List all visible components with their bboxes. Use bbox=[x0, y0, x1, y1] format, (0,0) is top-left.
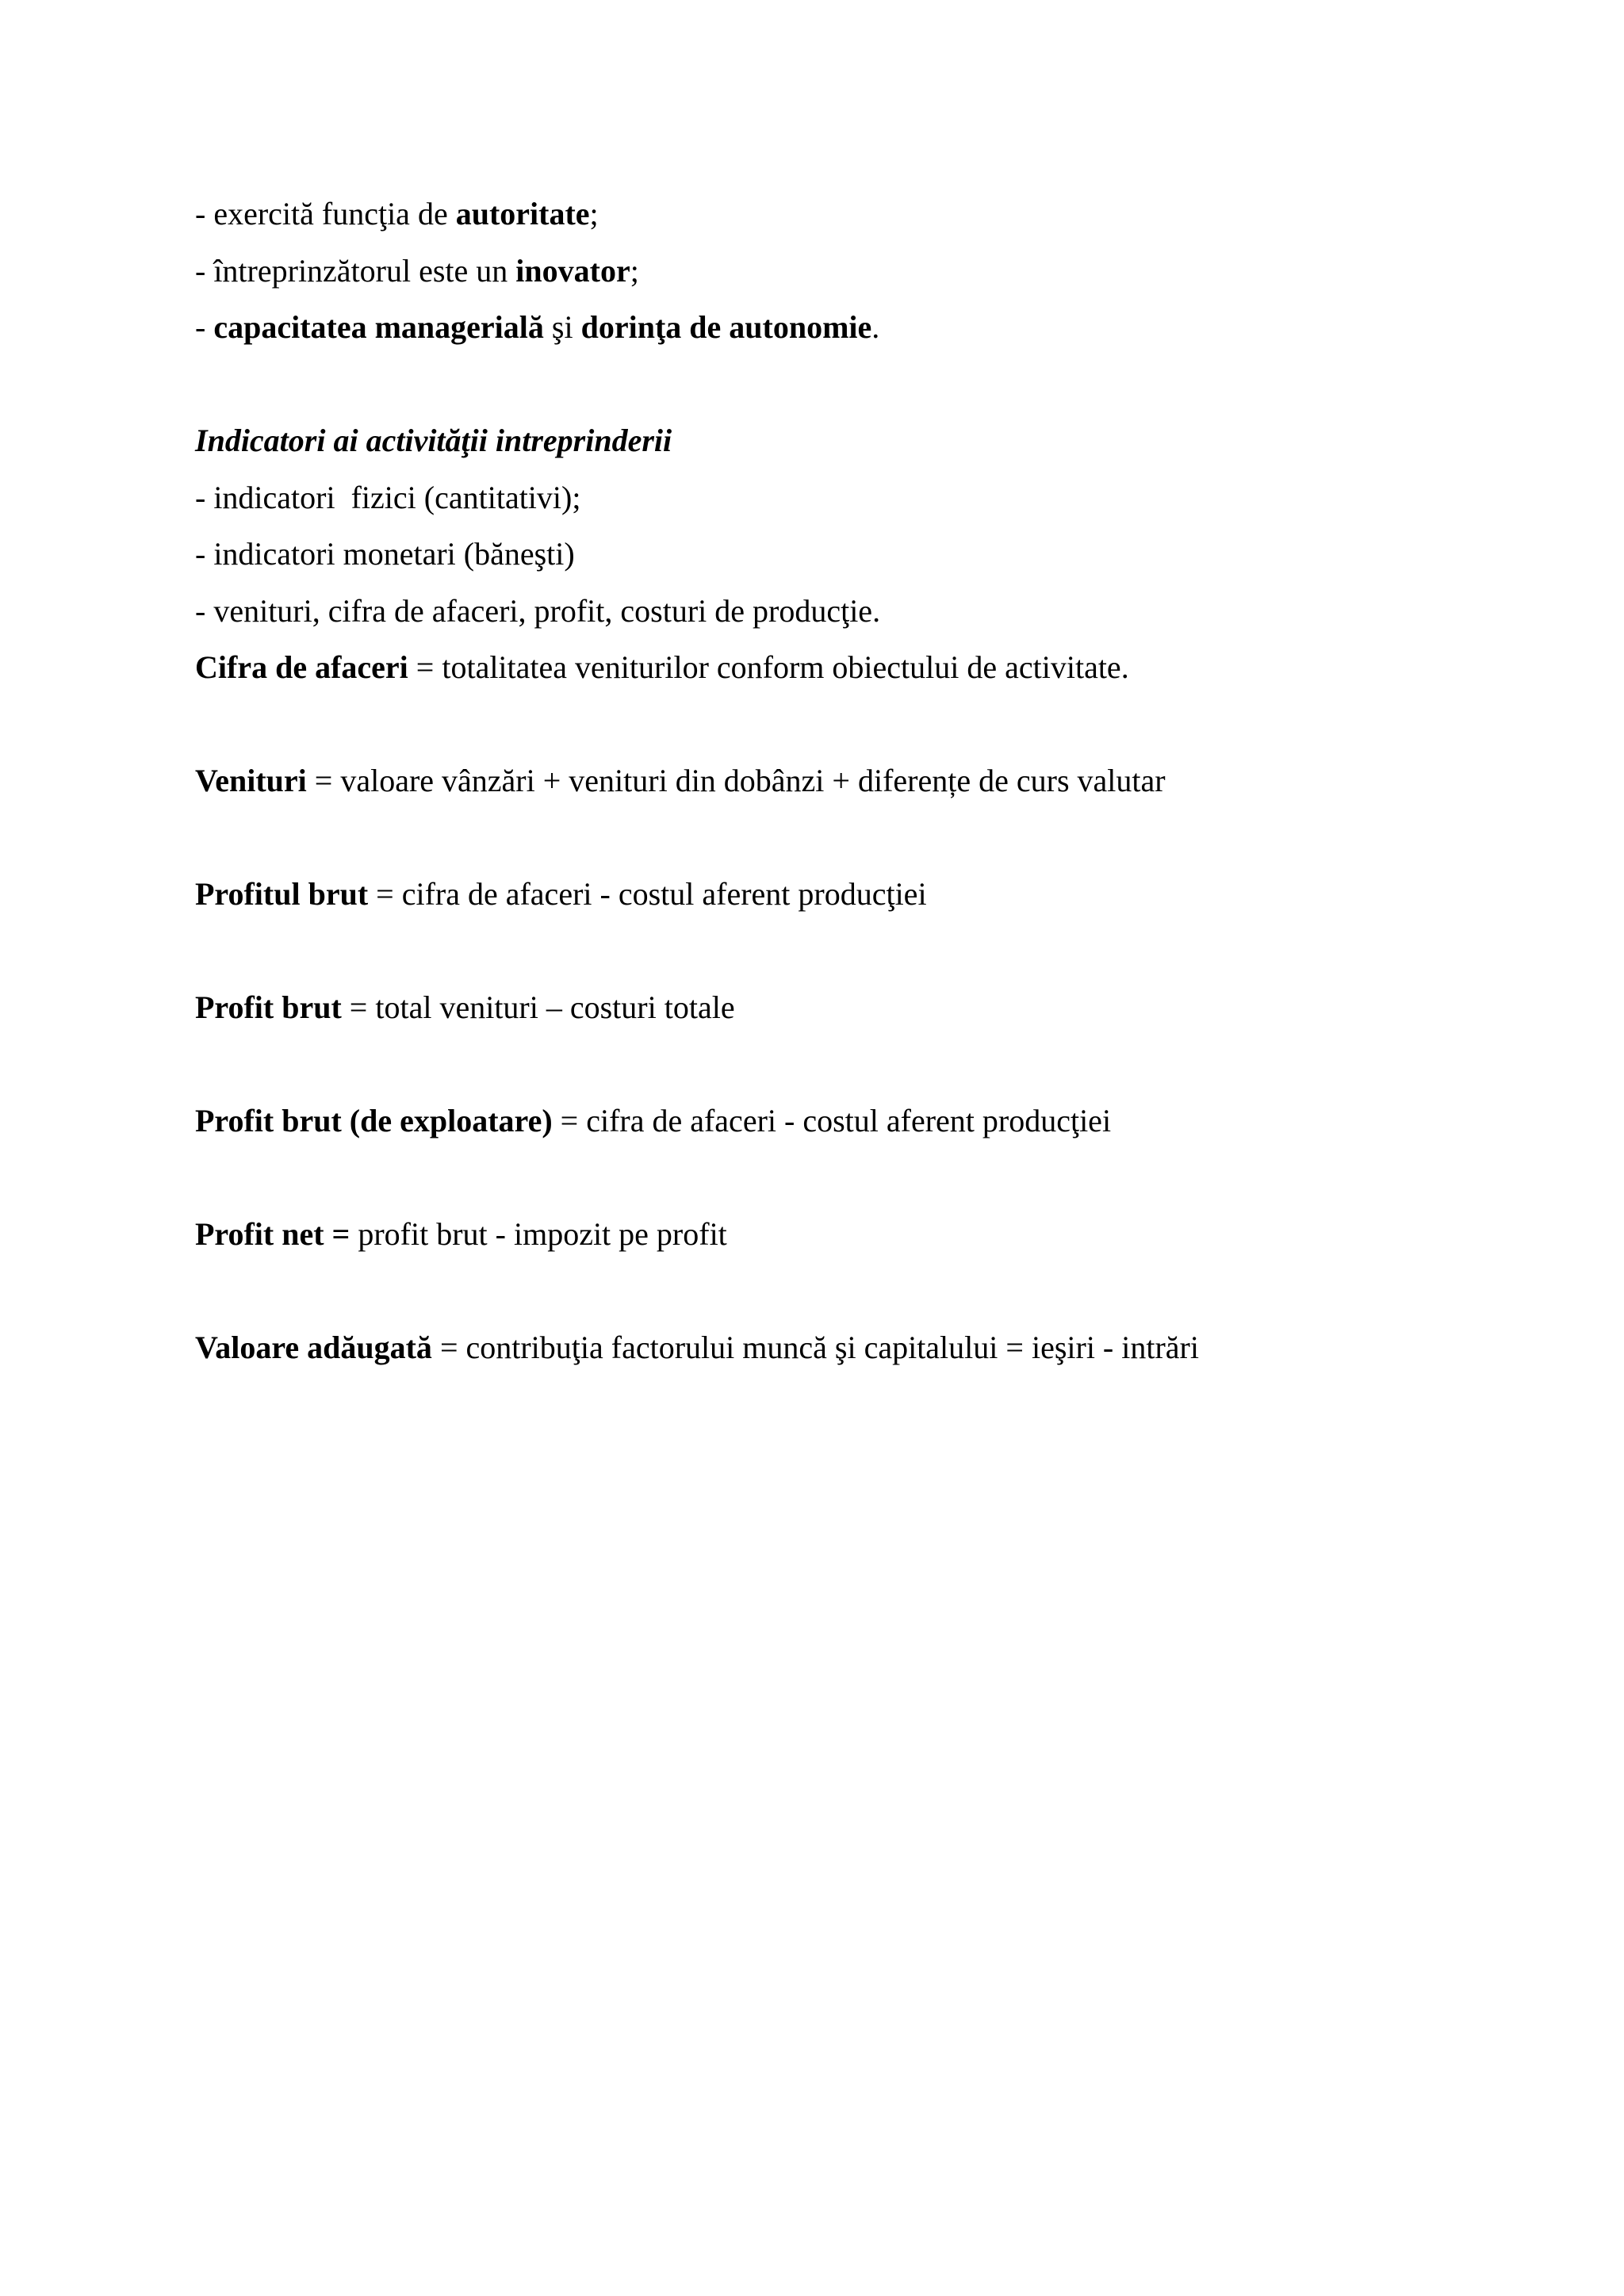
definition-term: Profit brut bbox=[195, 989, 342, 1025]
definition-term: Profitul brut bbox=[195, 876, 369, 912]
definition-term: Valoare adăugată bbox=[195, 1330, 432, 1365]
bold-term: dorinţa de autonomie bbox=[580, 309, 872, 345]
list-item-innovator: - întreprinzătorul este un inovator; bbox=[195, 252, 639, 289]
section-heading: Indicatori ai activităţii intreprinderii bbox=[195, 423, 672, 458]
definition-value-added bbox=[195, 1319, 1432, 1376]
list-item-revenues: - venituri, cifra de afaceri, profit, costuri de producţie. bbox=[195, 592, 881, 629]
definition-term: Profit brut (de exploatare) bbox=[195, 1103, 553, 1138]
definition-revenues bbox=[195, 752, 1432, 809]
list-item-monetary-indicators: - indicatori monetari (băneşti) bbox=[195, 536, 575, 572]
definition-term: Venituri bbox=[195, 763, 307, 798]
blank-line bbox=[195, 1036, 1432, 1093]
definition-text: = cifra de afaceri - costul aferent producţiei bbox=[368, 876, 927, 912]
definition-gross-profit-2 bbox=[195, 979, 1432, 1036]
definition-text: = total venituri – costuri totale bbox=[341, 989, 735, 1025]
definition-net-profit bbox=[195, 1206, 1432, 1263]
document-body bbox=[195, 186, 1432, 1376]
blank-line bbox=[195, 1263, 1432, 1320]
definition-text: = contribuţia factorului muncă şi capitalului = ieşiri - intrări bbox=[431, 1330, 1199, 1365]
definition-text: = totalitatea veniturilor conform obiectului de activitate. bbox=[408, 649, 1129, 685]
bold-term: capacitatea managerială bbox=[213, 309, 544, 345]
list-item-authority: - exercită funcţia de autoritate; bbox=[195, 196, 599, 232]
definition-term: Profit net = bbox=[195, 1216, 350, 1252]
definition-text: = valoare vânzări + venituri din dobânzi + diferențe de curs valutar bbox=[306, 763, 1166, 798]
bold-term: inovator bbox=[515, 252, 630, 289]
blank-line bbox=[195, 1150, 1432, 1207]
definition-gross-profit-1 bbox=[195, 866, 1432, 923]
blank-line bbox=[195, 809, 1432, 867]
definition-term: Cifra de afaceri bbox=[195, 649, 408, 685]
blank-line bbox=[195, 356, 1432, 413]
blank-line bbox=[195, 696, 1432, 753]
definition-operating-profit bbox=[195, 1093, 1432, 1150]
definition-turnover bbox=[195, 639, 1432, 696]
definition-text: = cifra de afaceri - costul aferent producţiei bbox=[552, 1103, 1112, 1138]
list-item-physical-indicators: - indicatori fizici (cantitativi); bbox=[195, 479, 581, 515]
definition-text: profit brut - impozit pe profit bbox=[350, 1216, 727, 1252]
bold-term: autoritate bbox=[455, 196, 590, 232]
blank-line bbox=[195, 923, 1432, 980]
list-item-managerial-capacity: - capacitatea managerială şi dorinţa de autonomie. bbox=[195, 309, 880, 345]
